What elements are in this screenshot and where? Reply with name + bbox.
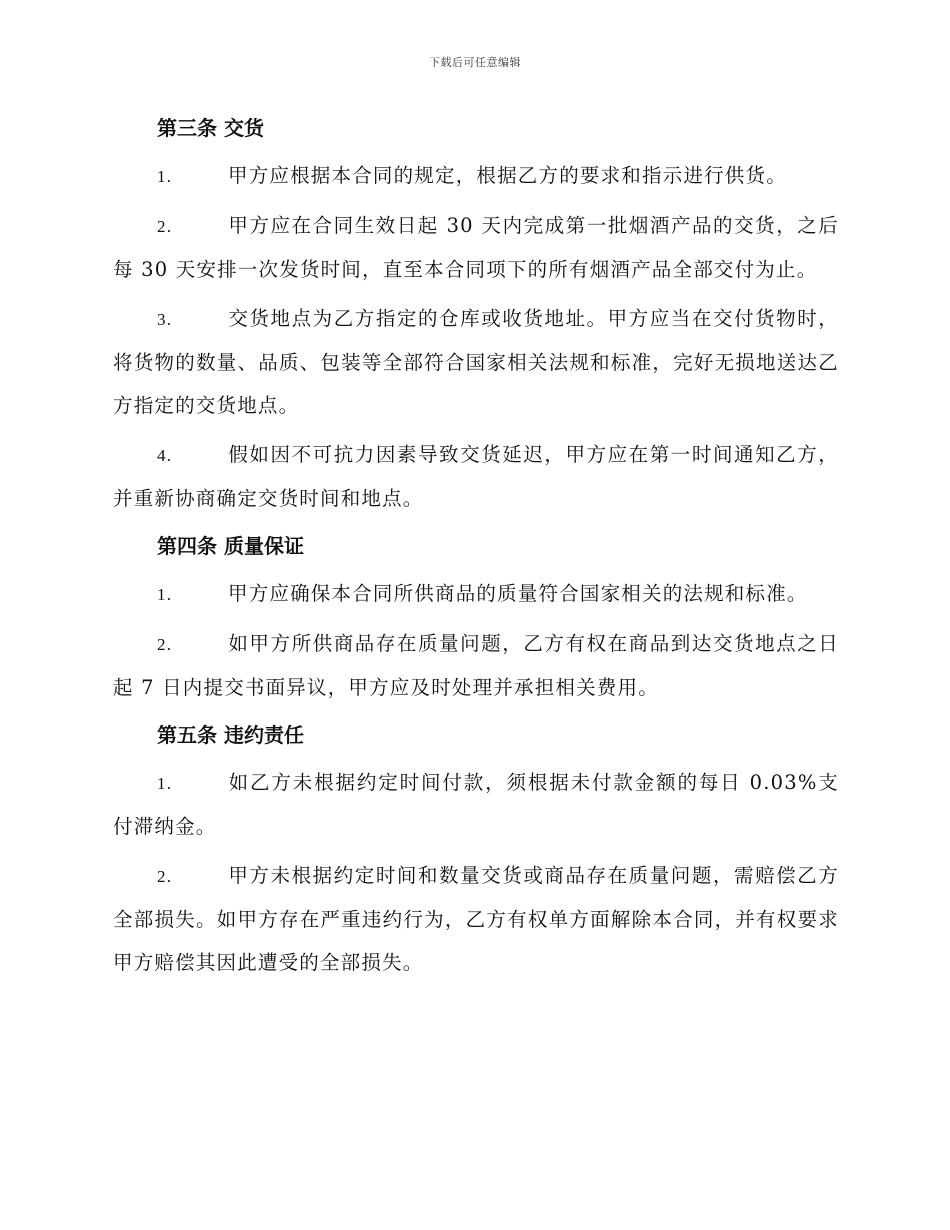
section-delivery <box>113 108 839 520</box>
clause-text: 假如因不可抗力因素导致交货延迟，甲方应在第一时间通知乙方，并重新协商确定交货时间和地点。 <box>113 443 839 510</box>
clause-number: 1. <box>157 585 173 604</box>
header-note: 下载后可任意编辑 <box>429 56 521 69</box>
section-title: 第三条 交货 <box>157 116 264 140</box>
clause-text: 甲方未根据约定时间和数量交货或商品存在质量问题，需赔偿乙方全部损失。如甲方存在严重违约行为，乙方有权单方面解除本合同，并有权要求甲方赔偿其因此遭受的全部损失。 <box>113 864 839 974</box>
clause-text: 如乙方未根据约定时间付款，须根据未付款金额的每日 0.03%支付滞纳金。 <box>113 771 839 838</box>
clause-number: 1. <box>157 167 173 186</box>
section-quality-guarantee <box>113 526 839 709</box>
clause <box>113 433 839 520</box>
clause-text: 如甲方所供商品存在质量问题，乙方有权在商品到达交货地点之日起 7 日内提交书面异议，甲方应及时处理并承担相关费用。 <box>113 632 839 699</box>
clause-text: 甲方应根据本合同的规定，根据乙方的要求和指示进行供货。 <box>228 164 787 187</box>
section-title: 第四条 质量保证 <box>157 534 304 558</box>
clause-number: 2. <box>157 217 173 236</box>
section-title: 第五条 违约责任 <box>157 723 304 747</box>
clause <box>113 572 839 616</box>
clause-text: 甲方应在合同生效日起 30 天内完成第一批烟酒产品的交货，之后每 30 天安排一次发货时间，直至本合同项下的所有烟酒产品全部交付为止。 <box>113 214 839 281</box>
clause-number: 1. <box>157 774 173 793</box>
clause-text: 甲方应确保本合同所供商品的质量符合国家相关的法规和标准。 <box>228 582 808 605</box>
clause <box>113 297 839 427</box>
clause <box>113 204 839 291</box>
clause <box>113 622 839 709</box>
clause-number: 3. <box>157 310 173 329</box>
clause <box>113 854 839 984</box>
clause-number: 4. <box>157 446 173 465</box>
clause-number: 2. <box>157 635 173 654</box>
clause <box>113 154 839 198</box>
document-body <box>113 108 839 990</box>
section-breach-liability <box>113 715 839 984</box>
clause <box>113 761 839 848</box>
clause-text: 交货地点为乙方指定的仓库或收货地址。甲方应当在交付货物时，将货物的数量、品质、包装等全部符合国家相关法规和标准，完好无损地送达乙方指定的交货地点。 <box>113 307 839 417</box>
clause-number: 2. <box>157 867 173 886</box>
